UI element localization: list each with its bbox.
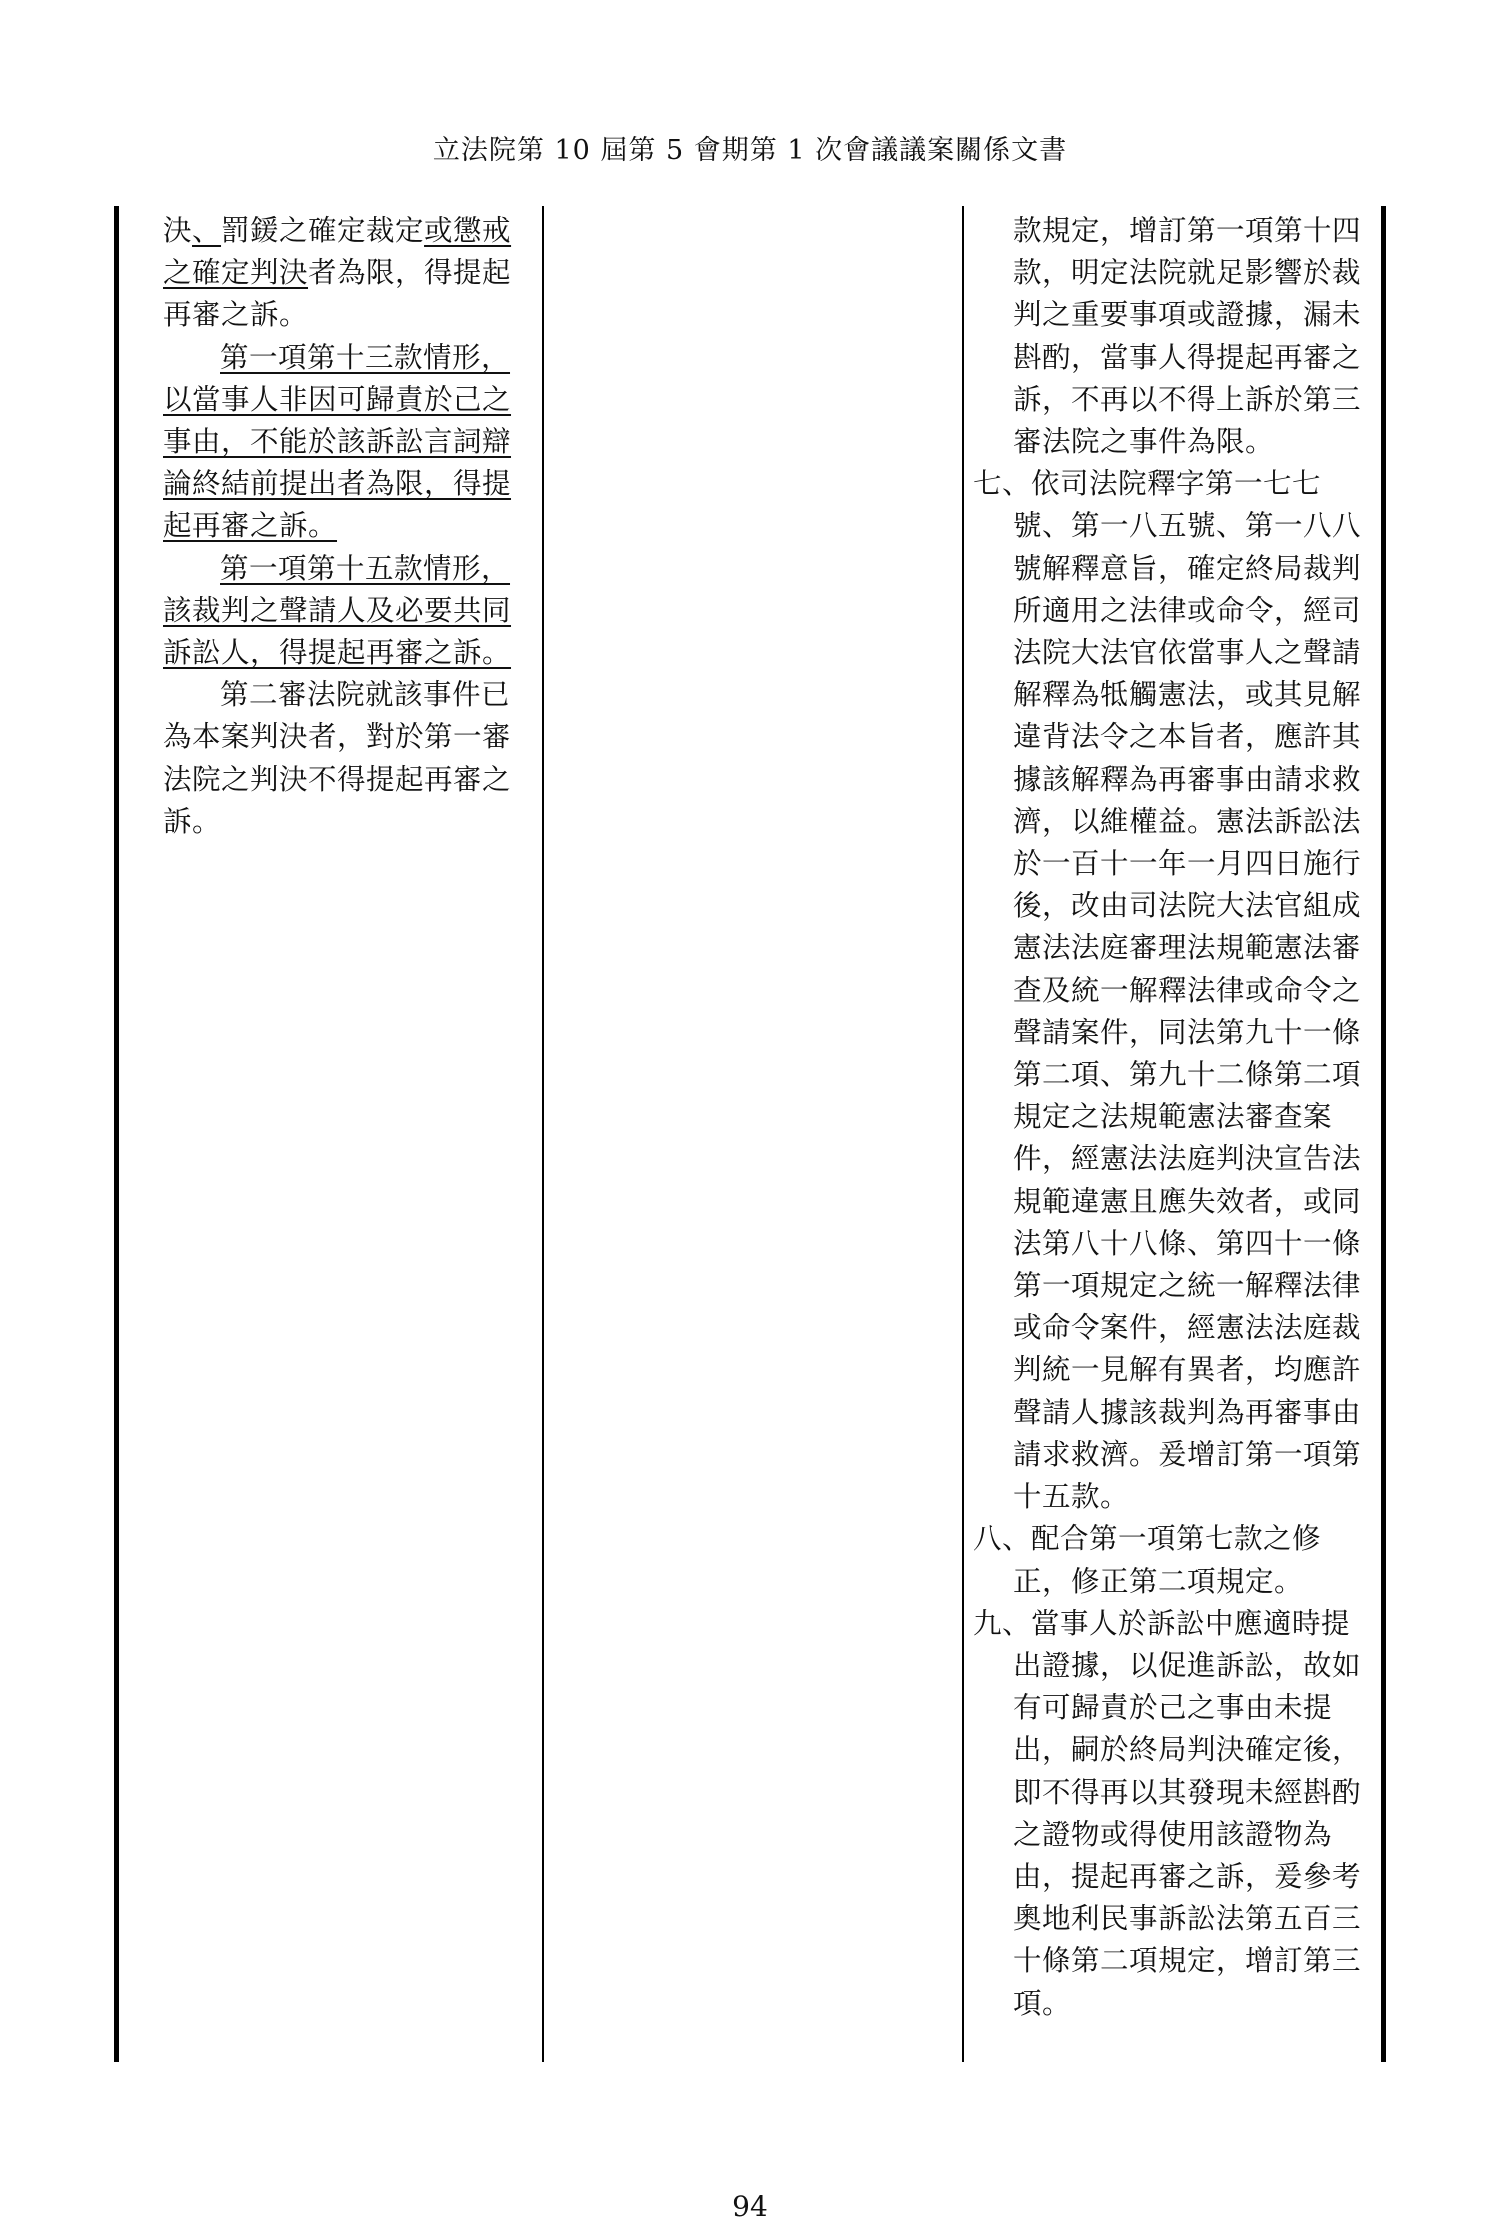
paragraph-continuation: [163, 210, 523, 337]
table-border-left: [114, 206, 119, 2062]
text-run: 決: [163, 214, 193, 247]
amended-text-column: [163, 210, 523, 843]
explanation-column: [973, 210, 1370, 2025]
paragraph-item-13: 第一項第十三款情形，以當事人非因可歸責於己之事由，不能於該訴訟言詞辯論終結前提出者為限，得提起再審之訴。: [163, 340, 512, 543]
explanation-item-8: 八、配合第一項第七款之修正，修正第二項規定。: [973, 1522, 1322, 1598]
explanation-continuation: 款規定，增訂第一項第十四款，明定法院就足影響於裁判之重要事項或證據，漏未斟酌，當事人得提起再審之訴，不再以不得上訴於第三審法院之事件為限。: [1013, 214, 1362, 459]
document-header: 立法院第 10 屆第 5 會期第 1 次會議議案關係文書: [432, 135, 1068, 166]
text-run: 者為限，得提起再審之訴。: [163, 256, 512, 332]
text-run: 或懲戒之確定判決: [163, 214, 512, 290]
explanation-item-9: 九、當事人於訴訟中應適時提出證據，以促進訴訟，故如有可歸責於己之事由未提出，嗣於終局判決確定後，即不得再以其發現未經斟酌之證物或得使用該證物為由，提起再審之訴，爰參考奧地利民事訴訟法第五百三十條第二項規定，增訂第三項。: [973, 1606, 1362, 2020]
explanation-item-7: 七、依司法院釋字第一七七號、第一八五號、第一八八號解釋意旨，確定終局裁判所適用之法律或命令，經司法院大法官依當事人之聲請解釋為牴觸憲法，或其見解違背法令之本旨者，應許其據該解釋為再審事由請求救濟，以維權益。憲法訴訟法於一百十一年一月四日施行後，改由司法院大法官組成憲法法庭審理法規範憲法審查及統一解釋法律或命令之聲請案件，同法第九十一條第二項、第九十二條第二項規定之法規範憲法審查案件，經憲法法庭判決宣告法規範違憲且應失效者，或同法第八十八條、第四十一條第一項規定之統一解釋法律或命令案件，經憲法法庭裁判統一見解有異者，均應許聲請人據該裁判為再審事由請求救濟。爰增訂第一項第十五款。: [973, 467, 1362, 1514]
column-divider-2: [962, 206, 964, 2062]
page-number: 94: [732, 2190, 768, 2223]
column-divider-1: [542, 206, 544, 2062]
text-run: 罰鍰之確定裁定: [221, 214, 425, 247]
paragraph-item-15: 第一項第十五款情形，該裁判之聲請人及必要共同訴訟人，得提起再審之訴。: [163, 551, 512, 670]
paragraph-second-instance: 第二審法院就該事件已為本案判決者，對於第一審法院之判決不得提起再審之訴。: [163, 678, 512, 838]
table-border-right: [1381, 206, 1386, 2062]
text-run: 、: [192, 214, 222, 247]
